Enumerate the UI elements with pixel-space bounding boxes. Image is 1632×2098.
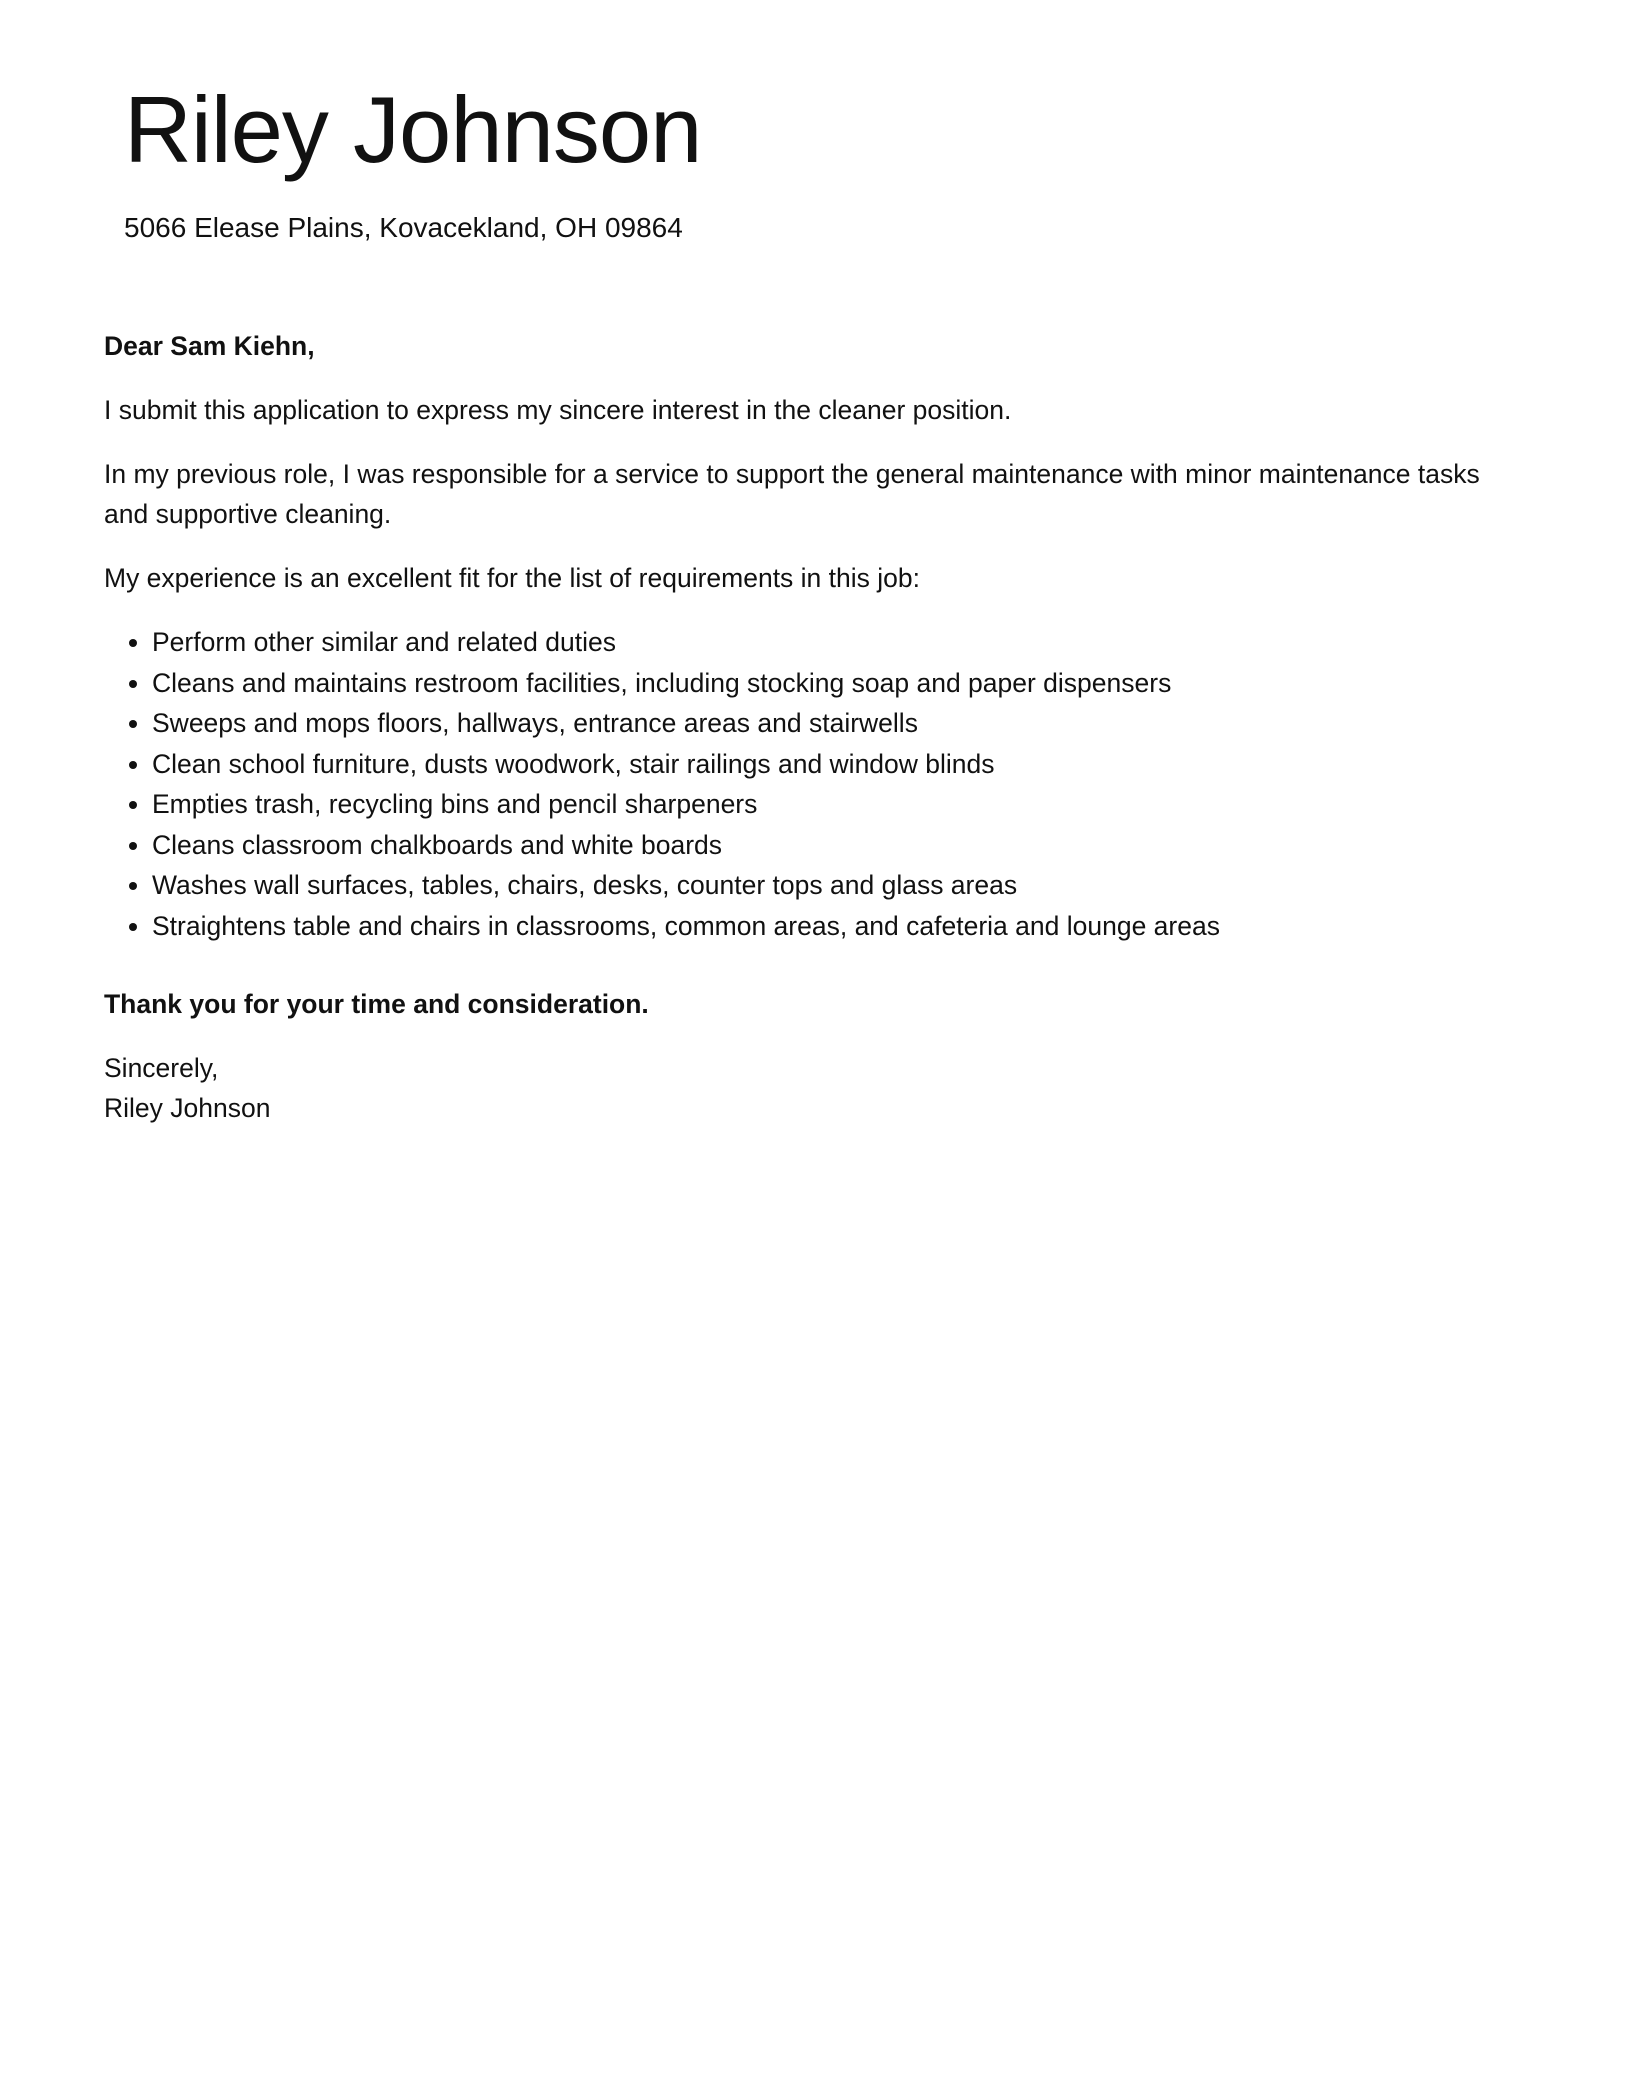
applicant-address: 5066 Elease Plains, Kovacekland, OH 09864 <box>124 212 683 243</box>
list-item: • Straightens table and chairs in classrooms, common areas, and cafeteria and lounge areas <box>152 906 1524 947</box>
previous-role-paragraph: In my previous role, I was responsible for a service to support the general maintenance with minor maintenance tasks and supportive cleaning. <box>104 459 1480 529</box>
applicant-name: Riley Johnson <box>124 77 702 182</box>
signature: Riley Johnson <box>104 1093 271 1123</box>
list-item: • Cleans and maintains restroom facilities, including stocking soap and paper dispensers <box>152 663 1524 704</box>
experience-lead: My experience is an excellent fit for the list of requirements in this job: <box>104 563 920 593</box>
thanks-line: Thank you for your time and consideration. <box>104 989 649 1019</box>
list-item: • Clean school furniture, dusts woodwork, stair railings and window blinds <box>152 744 1524 785</box>
letter-body <box>104 326 1524 1128</box>
salutation: Dear Sam Kiehn, <box>104 331 315 361</box>
requirements-list <box>104 622 1524 946</box>
list-item: • Empties trash, recycling bins and pencil sharpeners <box>152 784 1524 825</box>
intro-paragraph: I submit this application to express my sincere interest in the cleaner position. <box>104 395 1012 425</box>
list-item: • Perform other similar and related duties <box>152 622 1524 663</box>
closing: Sincerely, <box>104 1053 219 1083</box>
signoff <box>104 1048 1524 1128</box>
list-item: • Washes wall surfaces, tables, chairs, desks, counter tops and glass areas <box>152 865 1524 906</box>
list-item: • Sweeps and mops floors, hallways, entrance areas and stairwells <box>152 703 1524 744</box>
list-item: • Cleans classroom chalkboards and white boards <box>152 825 1524 866</box>
letter-header <box>124 72 1424 248</box>
